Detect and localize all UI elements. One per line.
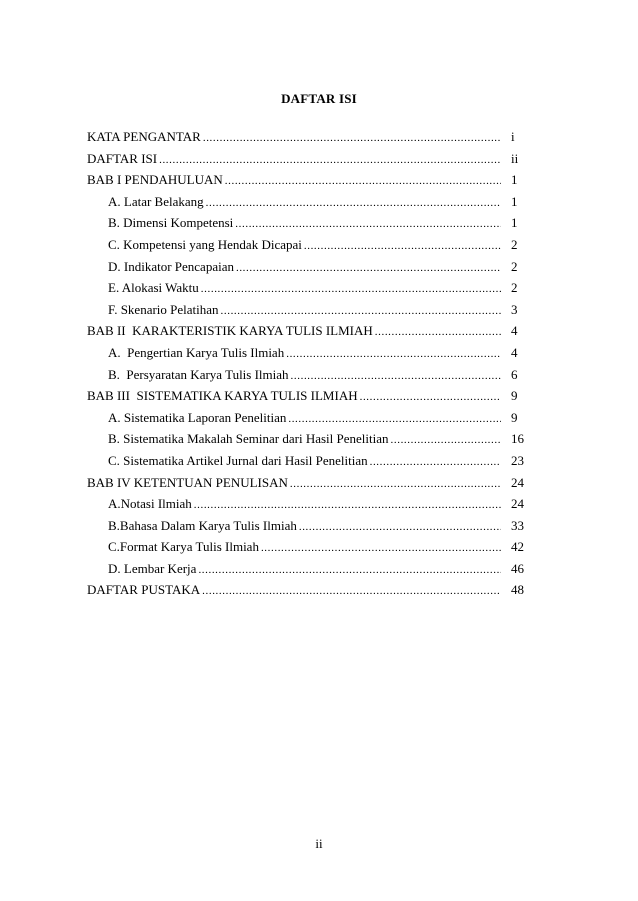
toc-entry-text [87, 515, 511, 539]
toc-page-number: 24 [511, 496, 524, 512]
toc-entry-text [87, 428, 511, 452]
toc-entry-text [87, 342, 511, 366]
dot-leader [203, 128, 501, 150]
toc-subentry [87, 450, 533, 472]
toc-page-number: 3 [511, 301, 518, 317]
toc-entry-label: DAFTAR PUSTAKA [87, 582, 201, 598]
toc-entry-label: D. Lembar Kerja [108, 560, 197, 576]
toc-page-number: i [511, 129, 515, 144]
toc-entry [87, 320, 533, 342]
table-of-contents [87, 126, 533, 601]
toc-page-number: 4 [511, 323, 518, 339]
toc-entry [87, 385, 533, 407]
toc-page-number: 9 [511, 409, 518, 425]
dot-leader [290, 474, 501, 496]
toc-entry-text [87, 169, 511, 193]
toc-page-number: 4 [511, 344, 518, 360]
toc-entry-label: A. Pengertian Karya Tulis Ilmiah [108, 344, 285, 360]
toc-entry-label: BAB I PENDAHULUAN [87, 172, 223, 188]
toc-entry-text [87, 493, 511, 517]
toc-subentry [87, 428, 533, 450]
toc-subentry [87, 342, 533, 364]
toc-entry-label: B. Sistematika Makalah Seminar dari Hasil Penelitian [108, 431, 389, 447]
toc-entry-label: F. Skenario Pelatihan [108, 301, 219, 317]
toc-page-number: 33 [511, 517, 524, 533]
toc-page-number: 2 [511, 236, 518, 252]
toc-page-number: 1 [511, 172, 518, 188]
toc-entry [87, 472, 533, 494]
toc-entry-label: C. Sistematika Artikel Jurnal dari Hasil Penelitian [108, 452, 368, 468]
toc-subentry [87, 277, 533, 299]
dot-leader [236, 258, 501, 280]
toc-subentry [87, 212, 533, 234]
toc-entry-text [87, 450, 511, 474]
toc-page-number: 9 [511, 388, 518, 404]
toc-page-number: 1 [511, 193, 518, 209]
toc-page-number: 23 [511, 452, 524, 468]
dot-leader [304, 236, 501, 258]
toc-entry-text [87, 148, 511, 172]
toc-entry-label: C.Format Karya Tulis Ilmiah [108, 539, 259, 555]
toc-subentry [87, 364, 533, 386]
toc-entry [87, 169, 533, 191]
toc-subentry [87, 299, 533, 321]
dot-leader [360, 387, 501, 409]
page-number: ii [315, 836, 323, 851]
dot-leader [261, 538, 501, 560]
toc-page-number: 42 [511, 539, 524, 555]
dot-leader [235, 214, 501, 236]
dot-leader [202, 581, 501, 603]
toc-entry-text [87, 256, 511, 280]
dot-leader [198, 560, 501, 582]
toc-page-number: ii [511, 150, 519, 166]
toc-entry-text [87, 385, 511, 409]
toc-subentry [87, 558, 533, 580]
toc-entry-label: BAB II KARAKTERISTIK KARYA TULIS ILMIAH [87, 323, 373, 339]
toc-subentry [87, 234, 533, 256]
toc-entry-label: A. Latar Belakang [108, 193, 204, 209]
toc-entry-label: B. Dimensi Kompetensi [108, 215, 234, 231]
toc-entry-text [87, 320, 511, 344]
toc-entry-text [87, 472, 511, 496]
dot-leader [206, 193, 501, 215]
toc-entry-label: C. Kompetensi yang Hendak Dicapai [108, 236, 302, 252]
toc-entry-text [87, 191, 511, 215]
toc-entry-text [87, 558, 511, 582]
toc-entry-text [87, 536, 511, 560]
toc-page-number: 48 [511, 582, 524, 598]
dot-leader [221, 301, 501, 323]
dot-leader [194, 495, 501, 517]
toc-entry-label: E. Alokasi Waktu [108, 280, 199, 296]
toc-entry-text [87, 299, 511, 323]
dot-leader [299, 517, 501, 539]
toc-subentry [87, 191, 533, 213]
toc-entry [87, 579, 533, 601]
toc-entry-label: B.Bahasa Dalam Karya Tulis Ilmiah [108, 517, 297, 533]
toc-entry-text [87, 234, 511, 258]
toc-page-number: 16 [511, 431, 524, 447]
dot-leader [391, 430, 501, 452]
toc-entry-label: BAB IV KETENTUAN PENULISAN [87, 474, 288, 490]
toc-entry-text [87, 277, 511, 301]
toc-entry [87, 148, 533, 170]
toc-subentry [87, 515, 533, 537]
dot-leader [291, 366, 501, 388]
toc-page-number: 2 [511, 280, 518, 296]
toc-subentry [87, 493, 533, 515]
toc-subentry [87, 407, 533, 429]
toc-page-number: 24 [511, 474, 524, 490]
toc-entry-label: B. Persyaratan Karya Tulis Ilmiah [108, 366, 289, 382]
toc-entry-label: A.Notasi Ilmiah [108, 496, 192, 512]
dot-leader [286, 344, 501, 366]
toc-entry-label: D. Indikator Pencapaian [108, 258, 234, 274]
toc-page-number: 6 [511, 366, 518, 382]
toc-entry-text [87, 364, 511, 388]
toc-page-number: 2 [511, 258, 518, 274]
toc-entry-text [87, 212, 511, 236]
toc-entry-text [87, 579, 511, 603]
dot-leader [375, 322, 501, 344]
toc-entry-text [87, 126, 511, 150]
toc-entry [87, 126, 533, 148]
toc-page-number: 46 [511, 560, 524, 576]
toc-entry-label: BAB III SISTEMATIKA KARYA TULIS ILMIAH [87, 388, 358, 404]
toc-subentry [87, 536, 533, 558]
dot-leader [288, 409, 501, 431]
page-title: DAFTAR ISI [281, 91, 357, 106]
dot-leader [225, 171, 501, 193]
dot-leader [370, 452, 501, 474]
toc-page-number: 1 [511, 215, 518, 231]
toc-subentry [87, 256, 533, 278]
toc-entry-label: KATA PENGANTAR [87, 129, 201, 144]
toc-entry-label: A. Sistematika Laporan Penelitian [108, 409, 287, 425]
dot-leader [201, 279, 501, 301]
toc-entry-label: DAFTAR ISI [87, 150, 158, 166]
toc-entry-text [87, 407, 511, 431]
dot-leader [159, 150, 501, 172]
